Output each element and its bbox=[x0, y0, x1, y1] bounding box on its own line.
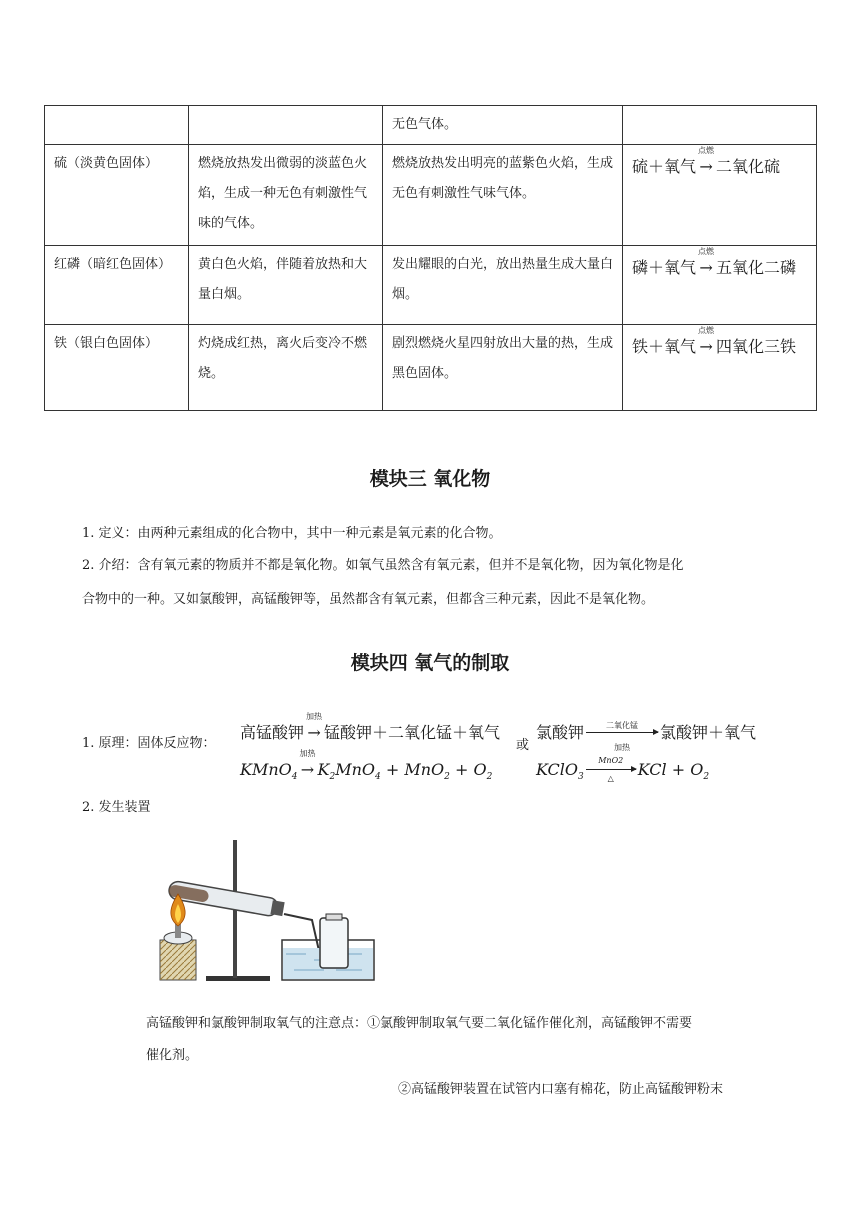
module3-intro-line2: 合物中的一种。又如氯酸钾，高锰酸钾等，虽然都含有氧元素，但都含三种元素，因此不是氧化物。 bbox=[82, 592, 655, 607]
equation: 硫＋氧气 点燃 → 二氧化硫 bbox=[632, 146, 781, 176]
notes-line1: 高锰酸钾和氯酸钾制取氧气的注意点：①氯酸钾制取氧气要二氧化锰作催化剂，高锰酸钾不需要 bbox=[146, 1016, 693, 1031]
notes-line3: ②高锰酸钾装置在试管内口塞有棉花，防止高锰酸钾粉末 bbox=[398, 1082, 724, 1097]
table-cell bbox=[623, 106, 817, 145]
equation: 铁＋氧气 点燃 → 四氧化三铁 bbox=[632, 326, 797, 356]
combustion-table bbox=[44, 105, 817, 411]
substance-cell: 铁（银白色固体） bbox=[45, 325, 189, 411]
oxygen-generation-apparatus-illustration bbox=[154, 836, 380, 986]
notes-line2: 催化剂。 bbox=[146, 1048, 199, 1063]
in-oxygen-cell: 剧烈燃烧火星四射放出大量的热，生成黑色固体。 bbox=[383, 325, 623, 411]
substance-cell: 红磷（暗红色固体） bbox=[45, 246, 189, 325]
in-oxygen-cell: 发出耀眼的白光，放出热量生成大量白烟。 bbox=[383, 246, 623, 325]
long-arrow-icon: 二氧化锰 加热 bbox=[584, 723, 660, 742]
table-cell: 无色气体。 bbox=[383, 106, 623, 145]
equation: 磷＋氧气 点燃 → 五氧化二磷 bbox=[632, 247, 797, 277]
arrow-icon: 点燃 → bbox=[698, 146, 715, 176]
table-row bbox=[45, 106, 817, 145]
equation-cell bbox=[623, 246, 817, 325]
table-cell bbox=[45, 106, 189, 145]
module3-intro-line1: 2. 介绍：含有氧元素的物质并不都是氧化物。如氧气虽然含有氧元素，但并不是氧化物，因为氧化物是化 bbox=[82, 558, 684, 573]
in-air-cell: 燃烧放热发出微弱的淡蓝色火焰，生成一种无色有刺激性气味的气体。 bbox=[189, 145, 383, 246]
in-air-cell: 灼烧成红热，离火后变冷不燃烧。 bbox=[189, 325, 383, 411]
arrow-icon: 加热 → bbox=[299, 749, 316, 779]
kmno4-formula-equation: KMnO$_4$ 加热 → $K_2MnO_4 + MnO_2 + O_2$ bbox=[240, 749, 493, 783]
in-oxygen-cell: 燃烧放热发出明亮的蓝紫色火焰，生成无色有刺激性气味气体。 bbox=[383, 145, 623, 246]
substance-cell: 硫（淡黄色固体） bbox=[45, 145, 189, 246]
kmno4-word-equation: 高锰酸钾 加热 → 锰酸钾＋二氧化锰＋氧气 bbox=[240, 712, 501, 742]
or-text: 或 bbox=[516, 738, 530, 753]
kclo3-word-equation: 氯酸钾 二氧化锰 加热 氯酸钾＋氧气 bbox=[536, 721, 757, 752]
in-air-cell: 黄白色火焰，伴随着放热和大量白烟。 bbox=[189, 246, 383, 325]
kclo3-formula-equation: KClO$_3$ MnO2 △ KCl + $O_2$ bbox=[536, 756, 710, 783]
table-row bbox=[45, 246, 817, 325]
table-cell bbox=[189, 106, 383, 145]
arrow-icon: 点燃 → bbox=[698, 326, 715, 356]
principle-label: 1. 原理：固体反应物： bbox=[82, 736, 216, 751]
module3-definition: 1. 定义：由两种元素组成的化合物中，其中一种元素是氧元素的化合物。 bbox=[82, 526, 502, 541]
module3-heading: 模块三 氧化物 bbox=[369, 468, 491, 490]
arrow-icon: 点燃 → bbox=[698, 247, 715, 277]
equation-cell bbox=[623, 145, 817, 246]
table-row bbox=[45, 325, 817, 411]
equation-cell bbox=[623, 325, 817, 411]
module4-heading: 模块四 氧气的制取 bbox=[350, 652, 510, 674]
arrow-icon: 加热 → bbox=[306, 712, 323, 742]
apparatus-label: 2. 发生装置 bbox=[82, 800, 151, 815]
table-row bbox=[45, 145, 817, 246]
long-arrow-icon: MnO2 △ bbox=[584, 760, 638, 779]
